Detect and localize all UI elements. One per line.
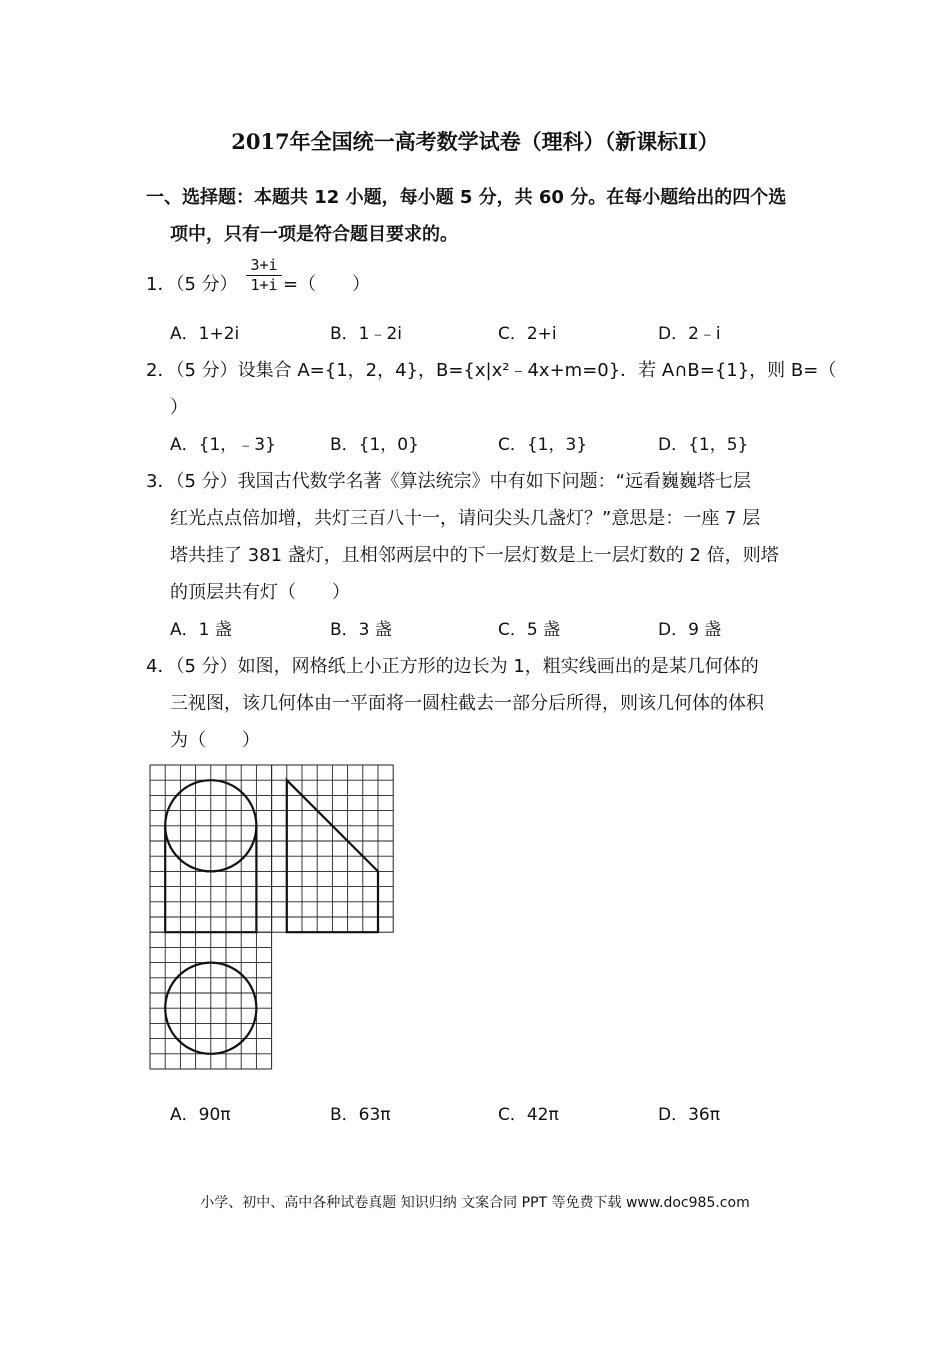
- q4-line3: 为（ ）: [170, 730, 260, 751]
- three-view-figure: [140, 755, 410, 1080]
- q4-line1: 4．（5 分）如图，网格纸上小正方形的边长为 1，粗实线画出的是某几何体的: [146, 656, 759, 677]
- q2-option-c[interactable]: C．{1，3}: [498, 435, 588, 455]
- q2-line2: ）: [170, 397, 188, 418]
- q1-option-a[interactable]: A．1+2i: [170, 324, 240, 344]
- q3-option-a[interactable]: A．1 盏: [170, 620, 232, 640]
- page-footer: 小学、初中、高中各种试卷真题 知识归纳 文案合同 PPT 等免费下载 www.doc985.com: [200, 1195, 750, 1211]
- q3-line4: 的顶层共有灯（ ）: [170, 582, 350, 603]
- q1-numerator: 3+i: [246, 256, 282, 276]
- front-view-grid: [150, 765, 272, 932]
- q1-option-b[interactable]: B．1﹣2i: [330, 324, 403, 344]
- q1-fraction: [246, 256, 282, 295]
- section-heading-line2: 项中，只有一项是符合题目要求的。: [170, 224, 458, 245]
- q4-option-b[interactable]: B．63π: [330, 1105, 391, 1125]
- q1-option-c[interactable]: C．2+i: [498, 324, 557, 344]
- q1-prefix: 1．（5 分）: [146, 274, 238, 295]
- q3-option-c[interactable]: C．5 盏: [498, 620, 561, 640]
- q1-suffix: =（ ）: [283, 274, 371, 295]
- q2-line1: 2．（5 分）设集合 A={1，2，4}，B={x|x²﹣4x+m=0}．若 A∩B={1}，则 B=（: [146, 360, 837, 381]
- q3-line1: 3．（5 分）我国古代数学名著《算法统宗》中有如下问题：“远看巍巍塔七层: [146, 471, 751, 492]
- q3-option-b[interactable]: B．3 盏: [330, 620, 392, 640]
- q4-line2: 三视图，该几何体由一平面将一圆柱截去一部分后所得，则该几何体的体积: [170, 693, 764, 714]
- side-view-grid: [272, 765, 394, 932]
- q1-denominator: 1+i: [250, 276, 278, 294]
- q1-option-d[interactable]: D．2﹣i: [658, 324, 721, 344]
- q4-option-a[interactable]: A．90π: [170, 1105, 231, 1125]
- q3-line3: 塔共挂了 381 盏灯，且相邻两层中的下一层灯数是上一层灯数的 2 倍，则塔: [170, 545, 779, 566]
- q4-option-d[interactable]: D．36π: [658, 1105, 720, 1125]
- section-heading-line1: 一、选择题：本题共 12 小题，每小题 5 分，共 60 分。在每小题给出的四个选: [146, 187, 787, 208]
- q2-option-b[interactable]: B．{1，0}: [330, 435, 419, 455]
- q3-option-d[interactable]: D．9 盏: [658, 620, 722, 640]
- top-view-grid: [150, 932, 272, 1069]
- q4-option-c[interactable]: C．42π: [498, 1105, 559, 1125]
- q2-option-a[interactable]: A．{1，﹣3}: [170, 435, 276, 455]
- page-title: 2017年全国统一高考数学试卷（理科）（新课标II）: [231, 129, 719, 154]
- q2-option-d[interactable]: D．{1，5}: [658, 435, 749, 455]
- q3-line2: 红光点点倍加增，共灯三百八十一，请问尖头几盏灯？”意思是：一座 7 层: [170, 508, 761, 529]
